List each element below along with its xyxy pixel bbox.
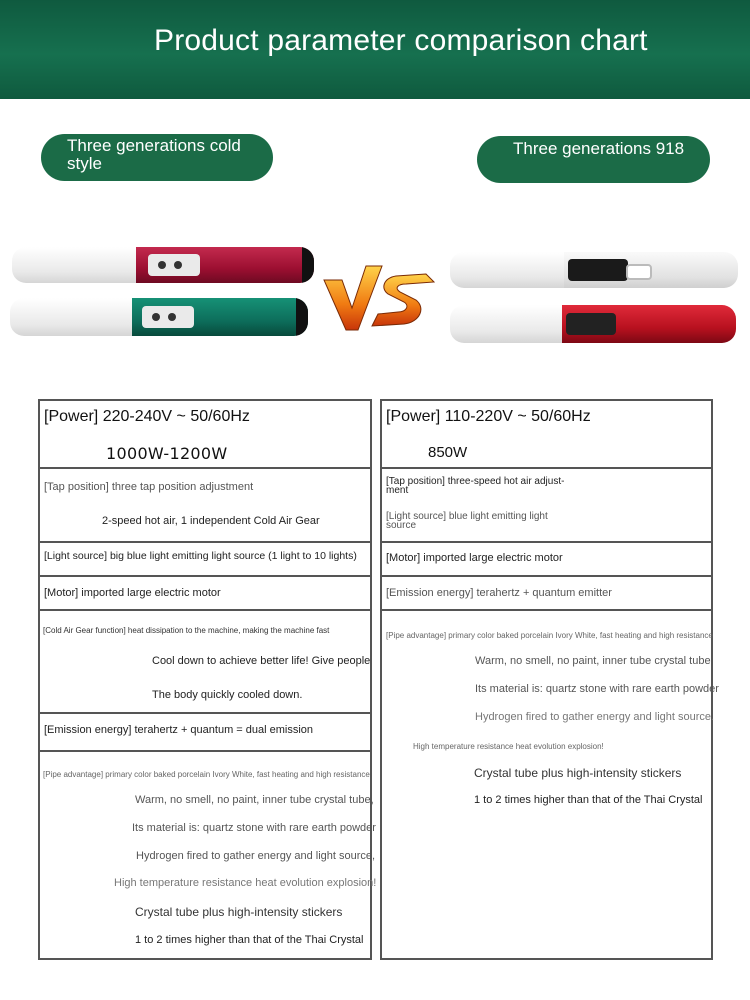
left-light-source: [Light source] big blue light emitting light source (1 light to 10 lights) bbox=[44, 550, 357, 562]
right-pipe-line2: Its material is: quartz stone with rare earth powder bbox=[475, 683, 719, 695]
left-cold-air-line1: Cool down to achieve better life! Give people bbox=[152, 655, 371, 667]
left-power-cell bbox=[40, 401, 370, 469]
right-light-source: [Light source] blue light emitting light source bbox=[386, 511, 548, 531]
right-product-label bbox=[477, 136, 710, 183]
left-product-label bbox=[41, 134, 273, 181]
left-pipe-line3: Hydrogen fired to gather energy and light source, bbox=[136, 850, 376, 862]
left-device-red bbox=[12, 247, 314, 283]
left-motor: [Motor] imported large electric motor bbox=[44, 587, 221, 599]
left-motor-cell bbox=[40, 577, 370, 611]
right-pipe-line5: Crystal tube plus high-intensity stickers bbox=[474, 766, 682, 780]
page-title: Product parameter comparison chart bbox=[154, 24, 648, 57]
right-wattage: 850W bbox=[428, 444, 468, 461]
left-device-green bbox=[10, 298, 308, 336]
right-product-label-text: Three generations 918 bbox=[513, 139, 685, 158]
left-pipe-line2: Its material is: quartz stone with rare earth powder bbox=[132, 822, 376, 834]
left-emission-cell bbox=[40, 714, 370, 752]
right-pipe-line1: Warm, no smell, no paint, inner tube crystal tube, bbox=[475, 655, 714, 667]
right-device-red bbox=[450, 305, 736, 343]
left-cold-air-function: [Cold Air Gear function] heat dissipation to the machine, making the machine fast bbox=[43, 626, 330, 635]
left-tap-position: [Tap position] three tap position adjustment bbox=[44, 481, 254, 493]
left-pipe-line4: High temperature resistance heat evolution explosion! bbox=[114, 877, 377, 889]
left-pipe-line5: Crystal tube plus high-intensity stickers bbox=[135, 905, 343, 919]
left-wattage: 1000W-1200W bbox=[106, 444, 228, 463]
left-tap-detail: 2-speed hot air, 1 independent Cold Air Gear bbox=[102, 515, 320, 527]
left-tap-cell bbox=[40, 469, 370, 543]
right-motor: [Motor] imported large electric motor bbox=[386, 552, 563, 564]
left-spec-table bbox=[38, 399, 377, 960]
right-tap-cell bbox=[382, 469, 711, 543]
right-emission-cell bbox=[382, 577, 711, 611]
left-product-label-text: Three generations cold style bbox=[67, 136, 241, 173]
right-power: [Power] 110-220V ~ 50/60Hz bbox=[386, 408, 591, 425]
left-light-cell bbox=[40, 543, 370, 577]
vs-icon bbox=[322, 262, 440, 334]
right-pipe-line4: High temperature resistance heat evolution explosion! bbox=[413, 742, 604, 751]
header-banner bbox=[0, 0, 750, 99]
right-power-cell bbox=[382, 401, 711, 469]
right-pipe-line6: 1 to 2 times higher than that of the Thai Crystal bbox=[474, 794, 703, 806]
right-emission: [Emission energy] terahertz + quantum emitter bbox=[386, 587, 612, 599]
left-cold-air-cell bbox=[40, 611, 370, 714]
right-tap-position: [Tap position] three-speed hot air adjust-ment bbox=[386, 476, 565, 496]
right-device-white bbox=[450, 252, 738, 288]
right-pipe-line3: Hydrogen fired to gather energy and light source. bbox=[475, 711, 715, 723]
right-pipe-cell bbox=[382, 611, 719, 958]
left-emission: [Emission energy] terahertz + quantum = dual emission bbox=[44, 724, 314, 736]
left-pipe-cell bbox=[40, 752, 377, 958]
right-spec-table bbox=[380, 399, 719, 960]
left-pipe-advantage: [Pipe advantage] primary color baked porcelain Ivory White, fast heating and high resistance bbox=[43, 770, 370, 779]
left-pipe-line6: 1 to 2 times higher than that of the Thai Crystal bbox=[135, 934, 364, 946]
left-cold-air-line2: The body quickly cooled down. bbox=[152, 689, 303, 701]
right-motor-cell bbox=[382, 543, 711, 577]
left-power: [Power] 220-240V ~ 50/60Hz bbox=[44, 408, 250, 425]
right-pipe-advantage: [Pipe advantage] primary color baked porcelain Ivory White, fast heating and high resistance bbox=[386, 631, 713, 640]
left-pipe-line1: Warm, no smell, no paint, inner tube crystal tube, bbox=[135, 794, 374, 806]
